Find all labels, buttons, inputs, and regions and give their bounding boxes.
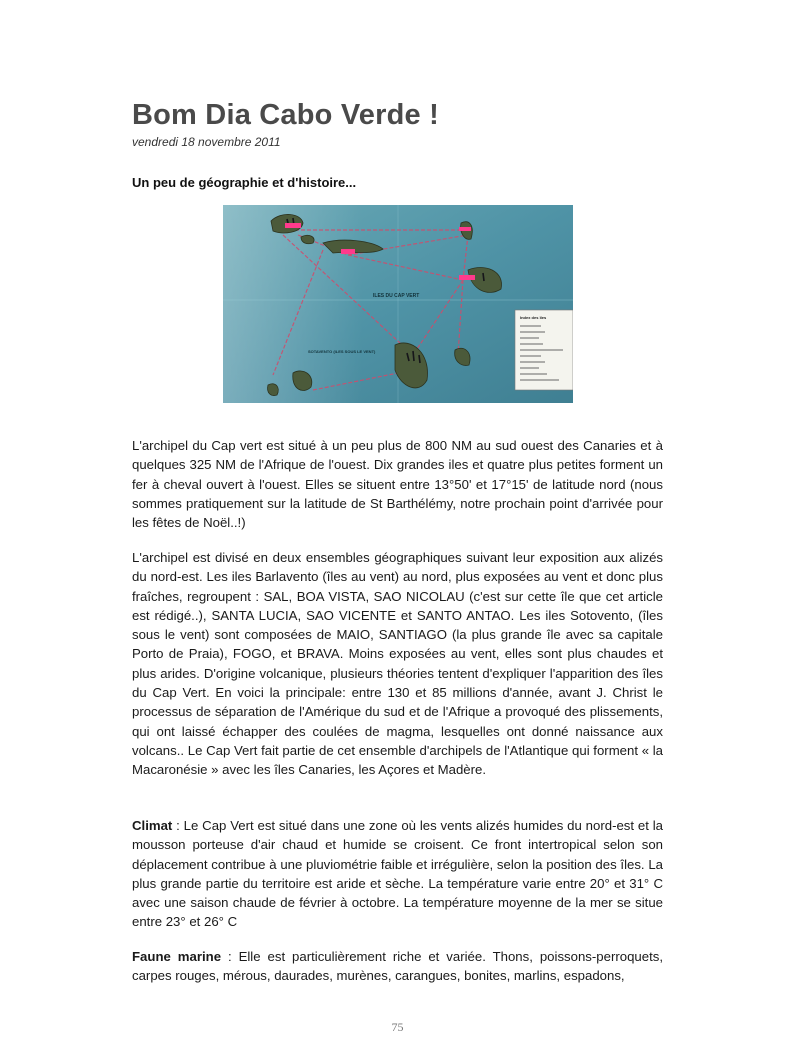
paragraph-climat-text: : Le Cap Vert est situé dans une zone où les vents alizés humides du nord-est et la mousson porteuse d'air chaud et humide se croisent. Ce front intertropical selon son déplacement contribue à une pluviométrie faible et irrégulière, selon la position des îles. La plus grande partie du territoire est aride et sèche. La température varie entre 20° et 31° C avec une saison chaude de février à octobre. La température moyenne de la mer se situe entre 23° et 26° C: [132, 818, 663, 930]
post-subtitle: Un peu de géographie et d'histoire...: [132, 175, 357, 190]
map-legend: [515, 310, 573, 390]
island-brava: [268, 384, 279, 396]
map-sotavento-label: SOTAVENTO (ILES SOUS LE VENT): [308, 349, 376, 354]
paragraph-faune: [132, 947, 663, 986]
paragraph-climat: [132, 816, 663, 932]
page-number: 75: [391, 1020, 404, 1034]
paragraph-climat-label: Climat: [132, 818, 173, 833]
paragraph-faune-label: Faune marine: [132, 949, 222, 964]
map-title: ILES DU CAP VERT: [373, 293, 420, 299]
post-date: vendredi 18 novembre 2011: [132, 135, 281, 149]
paragraph-2: [132, 548, 663, 780]
paragraph-faune-text: : Elle est particulièrement riche et variée. Thons, poissons-perroquets, carpes rouges, mérous, daurades, murènes, carangues, bonites, marlins, espadons,: [132, 949, 663, 984]
post-title: Bom Dia Cabo Verde !: [132, 99, 439, 131]
paragraph-2-text: L'archipel est divisé en deux ensembles géographiques suivant leur exposition aux alizés du nord-est. Les iles Barlavento (îles au vent) au nord, plus exposées au vent et donc plus fraîches, regroupent : SAL, BOA VISTA, SAO NICOLAU (c'est sur cette île que cet article est rédigé..), SANTA LUCIA, SAO VICENTE et SANTO ANTAO. Les iles Sotovento, (îles sous le vent) sont composées de MAIO, SANTIAGO (la plus grande île avec sa capitale Porto de Praia), FOGO, et BRAVA. Moins exposées au vent, elles sont plus chaudes et plus arides. D'origine volcanique, plusieurs théories tentent d'expliquer l'apparition des îles du Cap Vert. En voici la principale: entre 130 et 85 millions d'année, avant J. Christ le processus de séparation de l'Amérique du sud et de l'Afrique a provoqué des plissements, qui ont laissé échapper des coulées de magma, lesquelles ont donné naissance aux volcans.. Le Cap Vert fait partie de cet ensemble d'archipels de l'Atlantique qui forment « la Macaronésie » avec les îles Canaries, les Açores et Madère.: [132, 550, 663, 778]
paragraph-1: [132, 436, 663, 532]
map-legend-title: Index des îles: [520, 315, 547, 320]
paragraph-1-text: L'archipel du Cap vert est situé à un peu plus de 800 NM au sud ouest des Canaries et à quelques 325 NM de l'Afrique de l'ouest. Dix grandes iles et quatre plus petites forment un fer à cheval ouvert à l'ouest. Elles se situent entre 13°50' et 17°15' de latitude nord (nous sommes pratiquement sur la latitude de St Barthélémy, notre prochain point d'arrivée pour les fêtes de Noël..!): [132, 438, 663, 531]
map-photo: [223, 205, 573, 403]
